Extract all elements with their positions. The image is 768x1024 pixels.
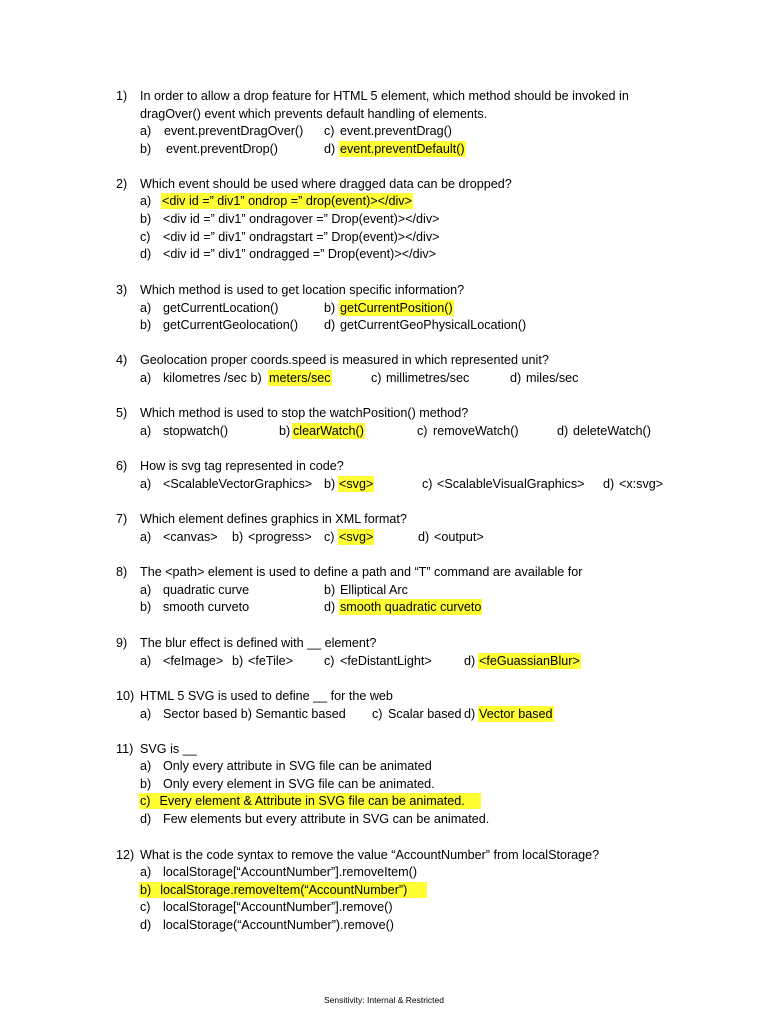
correct-answer-highlight [139, 882, 427, 898]
option-text: <progress> [248, 530, 312, 544]
option-label: c) [371, 371, 382, 385]
option-label: d) [324, 318, 336, 332]
sensitivity-footer: Sensitivity: Internal & Restricted [324, 995, 444, 1005]
question-text: The <path> element is used to define a path and “T” command are available for [140, 565, 583, 579]
option-text: localStorage.removeItem(“AccountNumber”) [160, 883, 408, 897]
question-text: SVG is __ [140, 742, 197, 756]
option-text: event.preventDrag() [340, 124, 452, 138]
option-label: b) [140, 318, 152, 332]
option-label: b) [140, 212, 152, 226]
correct-answer-highlight: <svg> [339, 530, 374, 544]
question-text: Which element defines graphics in XML format? [140, 512, 407, 526]
option-text: <canvas> [163, 530, 218, 544]
option-label: a) [140, 865, 152, 879]
option-text: miles/sec [526, 371, 579, 385]
question-number: 10) [116, 689, 135, 703]
option-label: a) [140, 654, 152, 668]
question-number: 5) [116, 406, 128, 420]
correct-answer-highlight: meters/sec [269, 371, 331, 385]
option-text: millimetres/sec [386, 371, 470, 385]
option-text: <feTile> [248, 654, 294, 668]
question-text: Which event should be used where dragged data can be dropped? [140, 177, 512, 191]
option-text: Elliptical Arc [340, 583, 408, 597]
option-text: stopwatch() [163, 424, 229, 438]
option-text: <div id =” div1” ondragged =” Drop(event)></div> [163, 247, 437, 261]
option-text: localStorage[“AccountNumber”].removeItem() [163, 865, 418, 879]
option-label: c) [140, 794, 151, 808]
option-label: a) [140, 759, 152, 773]
option-label: c) [324, 530, 335, 544]
option-label: b) [232, 530, 244, 544]
option-label: b) [140, 777, 152, 791]
option-label: a) [140, 583, 152, 597]
option-label: b) [140, 142, 152, 156]
option-label: a) [140, 424, 152, 438]
question-text: How is svg tag represented in code? [140, 459, 344, 473]
option-text: kilometres /sec b) [163, 371, 262, 385]
option-label: c) [140, 900, 151, 914]
option-text: <ScalableVisualGraphics> [437, 477, 585, 491]
correct-answer-highlight: <feGuassianBlur> [479, 654, 580, 668]
option-text: event.preventDrop() [166, 142, 278, 156]
option-text: <div id =” div1” ondragover =” Drop(event)></div> [163, 212, 440, 226]
option-text: Every element & Attribute in SVG file can be animated. [159, 794, 465, 808]
question-text: Geolocation proper coords.speed is measured in which represented unit? [140, 353, 549, 367]
option-label: d) [324, 600, 336, 614]
question-text: In order to allow a drop feature for HTML 5 element, which method should be invoked in [140, 89, 629, 103]
option-label: b) [279, 424, 291, 438]
question-text-cont: dragOver() event which prevents default handling of elements. [140, 107, 488, 121]
option-label: c) [324, 124, 335, 138]
option-label: b) [324, 477, 336, 491]
option-label: b) [140, 600, 152, 614]
option-text: <x:svg> [619, 477, 664, 491]
option-text: <feImage> [163, 654, 224, 668]
option-text: quadratic curve [163, 583, 250, 597]
option-label: d) [140, 247, 152, 261]
option-text: Few elements but every attribute in SVG can be animated. [163, 812, 490, 826]
question-number: 9) [116, 636, 128, 650]
option-label: a) [140, 371, 152, 385]
question-text: HTML 5 SVG is used to define __ for the web [140, 689, 393, 703]
question-number: 8) [116, 565, 128, 579]
option-label: b) [232, 654, 244, 668]
option-text: getCurrentGeolocation() [163, 318, 299, 332]
option-label: c) [417, 424, 428, 438]
question-number: 1) [116, 89, 128, 103]
option-label: d) [603, 477, 615, 491]
option-label: a) [140, 194, 152, 208]
option-text: Scalar based [388, 707, 462, 721]
option-label: a) [140, 477, 152, 491]
option-label: d) [510, 371, 522, 385]
option-label: a) [140, 707, 152, 721]
option-label: c) [140, 230, 151, 244]
option-text: <feDistantLight> [340, 654, 432, 668]
option-text: getCurrentLocation() [163, 301, 279, 315]
option-label: b) [140, 883, 152, 897]
option-text: localStorage[“AccountNumber”].remove() [163, 900, 393, 914]
correct-answer-highlight: getCurrentPosition() [340, 301, 453, 315]
option-text: Only every attribute in SVG file can be animated [163, 759, 432, 773]
option-text: Only every element in SVG file can be animated. [163, 777, 435, 791]
option-label: d) [464, 707, 476, 721]
option-text: <div id =” div1” ondragstart =” Drop(event)></div> [163, 230, 440, 244]
question-text: The blur effect is defined with __ element? [140, 636, 377, 650]
question-number: 7) [116, 512, 128, 526]
option-label: c) [324, 654, 335, 668]
question-number: 2) [116, 177, 128, 191]
correct-answer-highlight: clearWatch() [293, 424, 364, 438]
option-label: d) [140, 918, 152, 932]
question-number: 4) [116, 353, 128, 367]
option-text: smooth curveto [163, 600, 250, 614]
option-label: a) [140, 124, 152, 138]
correct-answer-highlight: Vector based [479, 707, 553, 721]
option-label: d) [324, 142, 336, 156]
question-number: 11) [116, 742, 134, 756]
option-label: a) [140, 530, 152, 544]
option-label: c) [422, 477, 433, 491]
option-text: event.preventDragOver() [164, 124, 304, 138]
correct-answer-highlight: <div id =” div1” ondrop =” drop(event)></div> [162, 194, 412, 208]
question-text: Which method is used to stop the watchPosition() method? [140, 406, 469, 420]
option-label: b) [324, 583, 336, 597]
option-label: d) [140, 812, 152, 826]
correct-answer-highlight [139, 793, 481, 809]
option-text: <output> [434, 530, 484, 544]
option-text: Sector based b) Semantic based [163, 707, 346, 721]
correct-answer-highlight: event.preventDefault() [340, 142, 465, 156]
option-label: d) [418, 530, 430, 544]
option-label: c) [372, 707, 383, 721]
question-text: Which method is used to get location specific information? [140, 283, 465, 297]
question-number: 12) [116, 848, 135, 862]
option-text: removeWatch() [433, 424, 519, 438]
option-text: localStorage(“AccountNumber”).remove() [163, 918, 394, 932]
option-label: d) [557, 424, 569, 438]
question-number: 3) [116, 283, 128, 297]
option-label: b) [324, 301, 336, 315]
option-text: getCurrentGeoPhysicalLocation() [340, 318, 527, 332]
correct-answer-highlight: smooth quadratic curveto [340, 600, 482, 614]
question-number: 6) [116, 459, 128, 473]
correct-answer-highlight: <svg> [339, 477, 374, 491]
option-text: deleteWatch() [573, 424, 651, 438]
option-label: a) [140, 301, 152, 315]
option-label: d) [464, 654, 476, 668]
question-text: What is the code syntax to remove the value “AccountNumber” from localStorage? [140, 848, 600, 862]
option-text: <ScalableVectorGraphics> [163, 477, 313, 491]
